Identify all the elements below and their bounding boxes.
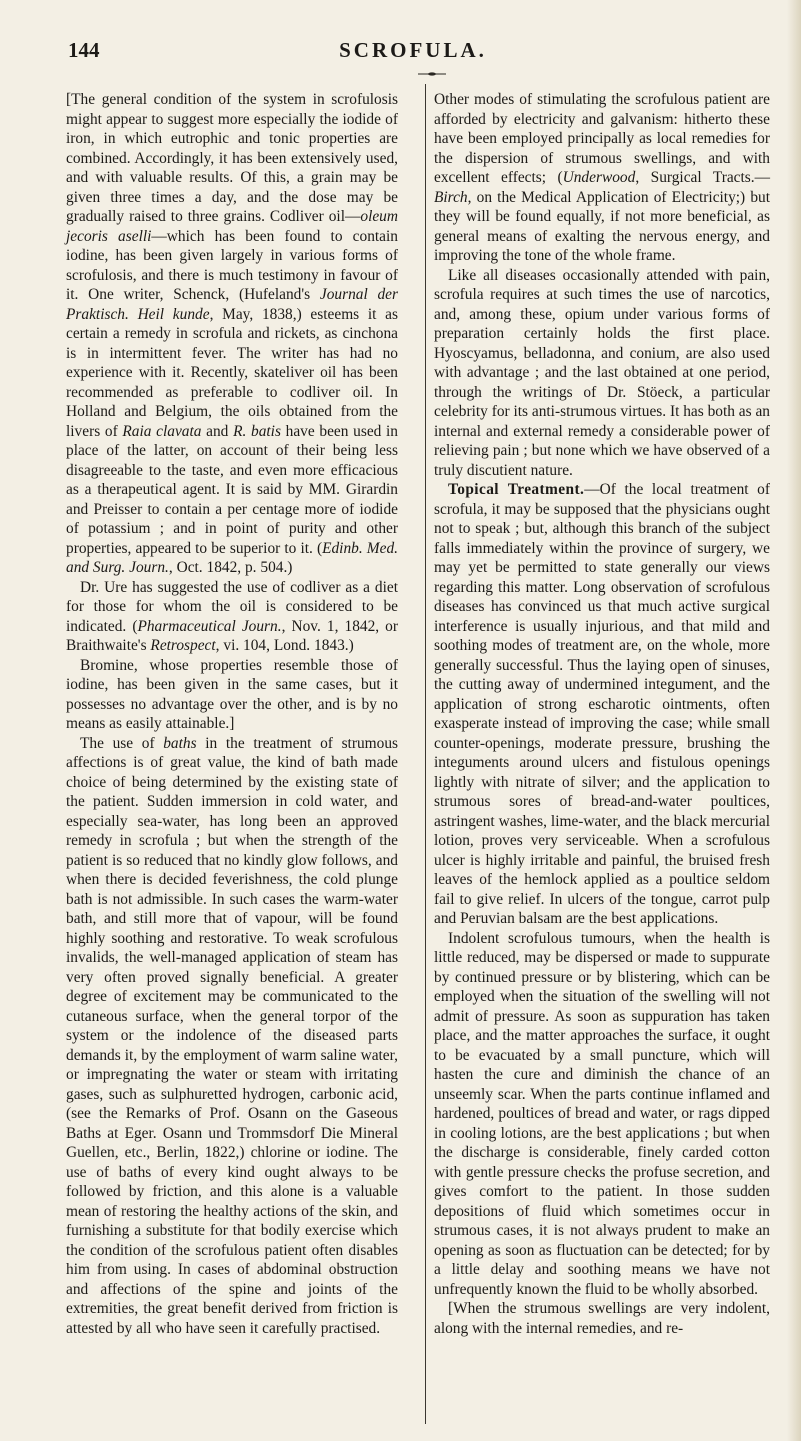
paragraph-indolent-tumours: Indolent scrofulous tumours, when the health is little reduced, may be dispersed or made to suppurate by continued pressure or by blistering, which can be employed when the situation of the swelling will not admit of pressure. As soon as suppuration has taken place, and the matter approaches the surface, it ought to be evacuated by a small puncture, which will hasten the cure and diminish the chance of an unseemly scar. When the parts continue inflamed and hardened, poultices of bread and water, or rags dipped in cooling lotions, are the best applications ; but when the discharge is considerable, finely carded cotton with gentle pressure checks the profuse secretion, and gives comfort to the patient. In those sudden depositions of fluid which sometimes occur in strumous cases, it is not always prudent to make an opening as soon as fluctuation can be detected; for by a little delay and soothing means we have not unfrequently known the fluid to be wholly absorbed.: [434, 929, 770, 1298]
column-divider: [425, 84, 426, 1424]
paragraph-topical-treatment: Topical Treatment.—Of the local treatment of scrofula, it may be supposed that the physicians ought not to speak ; but, although this branch of the subject falls immediately within the province of surgery, we may yet be permitted to state generally our views regarding this matter. Long observation of scrofulous diseases has convinced us that much active surgical interference is usually injurious, and that mild and soothing modes of treatment are, on the whole, more generally successful. Thus the laying open of sinuses, the cutting away of undermined integument, and the application of strong escharotic ointments, often exasperate instead of improving the case; while small counter-openings, moderate pressure, brushing the integuments around ulcers and fistulous openings lightly with nitrate of silver; and the application to strumous sores of bread-and-water poultices, astringent washes, lime-water, and the black mercurial lotion, proves very serviceable. When a scrofulous ulcer is highly irritable and painful, the bruised fresh leaves of the hemlock applied as a poultice seldom fail to give relief. In ulcers of the tongue, carrot pulp and Peruvian balsam are the best applications.: [434, 481, 771, 927]
page-edge-shadow: [787, 0, 801, 1441]
right-column: [434, 90, 770, 1338]
page-header: [68, 36, 758, 64]
paragraph-bromine: Bromine, whose properties resemble those of iodine, has been given in the same cases, but it possesses no advantage over the other, and is by no means as easily attainable.]: [66, 656, 398, 732]
left-column: [66, 90, 398, 1338]
paragraph-baths: The use of baths in the treatment of strumous affections is of great value, the kind of bath made choice of being determined by the existing state of the patient. Sudden immersion in cold water, and especially sea-water, has long been an approved remedy in scrofula ; but when the strength of the patient is so reduced that no kindly glow follows, and when there is decided feverishness, the cold plunge bath is not admissible. In such cases the warm-water bath, and still more that of vapour, will be found highly soothing and restorative. To weak scrofulous invalids, the well-managed application of steam has very often proved signally beneficial. A greater degree of excitement may be communicated to the cutaneous surface, when the general torpor of the system or the indolence of the diseased parts demands it, by the employment of warm saline water, or impregnating the water or steam with irritating gases, such as sulphuretted hydrogen, carbonic acid, (see the Remarks of Prof. Osann on the Gaseous Baths at Eger. Osann und Trommsdorf Die Mineral Guellen, etc., Berlin, 1822,) chlorine or iodine. The use of baths of every kind ought always to be followed by friction, and this alone is a valuable mean of restoring the healthy actions of the skin, and furnishing a substitute for that bodily exercise which the condition of the scrofulous patient often disables him from using. In cases of abdominal obstruction and affections of the spine and joints of the extremities, the great benefit derived from friction is attested by all who have seen it carefully practised.: [66, 734, 399, 1337]
paragraph-narcotics: Like all diseases occasionally attended with pain, scrofula requires at such times the use of narcotics, and, among these, opium under various forms of preparation certainly holds the first place. Hyoscyamus, belladonna, and conium, are also used with advantage ; and the last obtained at one period, through the writings of Dr. Stöeck, a particular celebrity for its anti-strumous virtues. It has both as an internal and external remedy a considerable power of relieving pain ; but none which we have observed of a truly discutient nature.: [434, 266, 770, 479]
running-title: SCROFULA.: [339, 38, 487, 62]
paragraph-electricity: Other modes of stimulating the scrofulous patient are afforded by electricity and galvanism: hitherto these have been employed principally as local remedies for the dispersion of strumous swellings, and with excellent effects; (Underwood, Surgical Tracts.—Birch, on the Medical Application of Electricity;) but they will be found equally, if not more beneficial, as general means of exalting the nervous energy, and improving the tone of the whole frame.: [434, 91, 770, 264]
page-number: 144: [68, 38, 100, 62]
paragraph-iodide-of-iron: [The general condition of the system in scrofulosis might appear to suggest more especially the iodide of iron, in which eutrophic and tonic properties are combined. Accordingly, it has been extensively used, and with valuable results. Of this, a grain may be given three times a day, and the dose may be gradually raised to three grains. Codliver oil—oleum jecoris aselli—which has been found to contain iodine, has been given largely in various forms of scrofulosis, and there is much testimony in favour of it. One writer, Schenck, (Hufeland's Journal der Praktisch. Heil kunde, May, 1838,) esteems it as certain a remedy in scrofula and rickets, as cinchona is in intermittent fever. The writer has had no experience with it. Recently, skateliver oil has been recommended as preferable to codliver oil. In Holland and Belgium, the oils obtained from the livers of Raia clavata and R. batis have been used in place of the latter, on account of their being less disagreeable to the taste, and even more efficacious as a therapeutical agent. It is said by MM. Girardin and Preisser to contain a per centage more of iodide of potassium ; and in point of purity and other properties, appeared to be superior to it. (Edinb. Med. and Surg. Journ., Oct. 1842, p. 504.): [66, 91, 399, 576]
section-heading-topical-treatment: Topical Treatment.: [448, 481, 585, 498]
header-ornament-icon: [418, 72, 446, 76]
paragraph-strumous-swellings: [When the strumous swellings are very indolent, along with the internal remedies, and re-: [434, 1300, 770, 1337]
paragraph-dr-ure: Dr. Ure has suggested the use of codliver as a diet for those for whom the oil is considered to be indicated. (Pharmaceutical Journ., Nov. 1, 1842, or Braithwaite's Retrospect, vi. 104, Lond. 1843.): [66, 578, 399, 654]
